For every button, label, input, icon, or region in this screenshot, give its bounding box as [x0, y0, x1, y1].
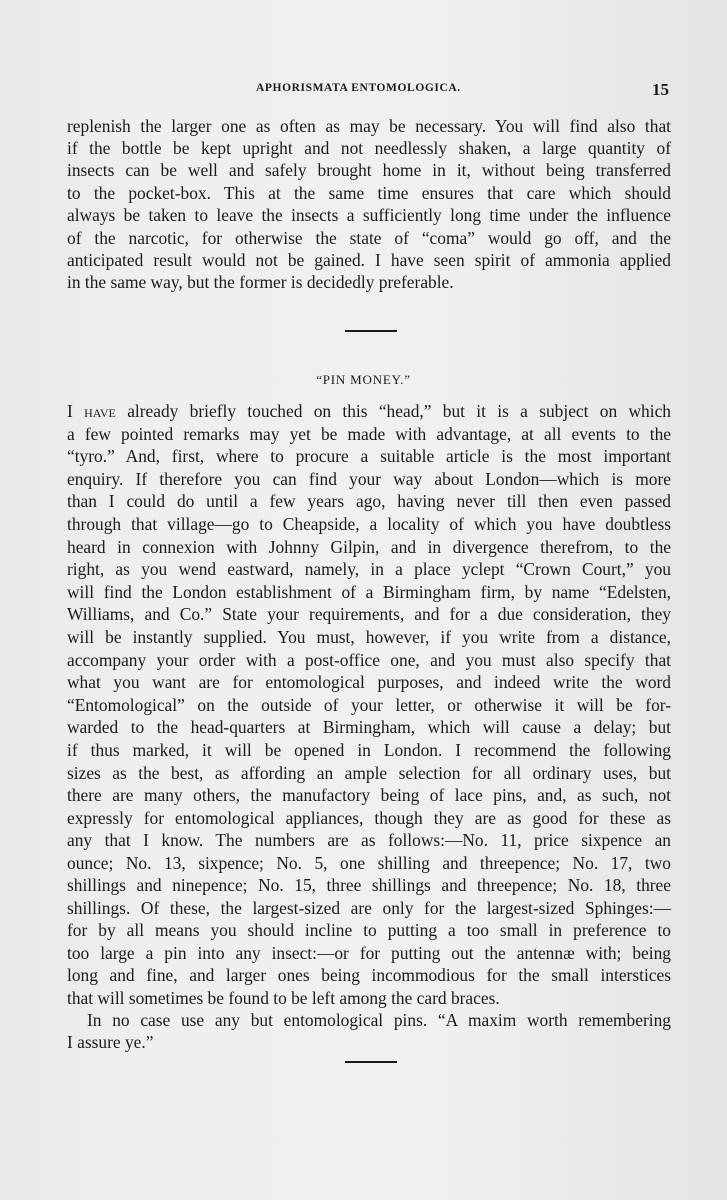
- text-line: Williams, and Co.” State your requirements, and for a due consideration, they: [67, 604, 671, 624]
- text-line: than I could do until a few years ago, having never till then even passed: [67, 491, 671, 511]
- text-line: will be instantly supplied. You must, however, if you write from a distance,: [67, 627, 671, 647]
- text-line: right, as you wend eastward, namely, in a place yclept “Crown Court,” you: [67, 559, 671, 579]
- text-line: always be taken to leave the insects a sufficiently long time under the influence: [67, 205, 671, 225]
- opening-smallcaps: have: [84, 401, 116, 421]
- text-line: insects can be well and safely brought home in it, without being transferred: [67, 160, 671, 180]
- text-line: sizes as the best, as affording an ample selection for all ordinary uses, but: [67, 763, 671, 783]
- text-line: of the narcotic, for otherwise the state of “coma” would go off, and the: [67, 228, 671, 248]
- text-line: what you want are for entomological purposes, and indeed write the word: [67, 672, 671, 692]
- text-line: expressly for entomological appliances, though they are as good for these as: [67, 808, 671, 828]
- text-line: anticipated result would not be gained. I have seen spirit of ammonia applied: [67, 250, 671, 270]
- text-line: heard in connexion with Johnny Gilpin, and in divergence therefrom, to the: [67, 537, 671, 557]
- text-line: ounce; No. 13, sixpence; No. 5, one shilling and threepence; No. 17, two: [67, 853, 671, 873]
- text-line: enquiry. If therefore you can find your way about London—which is more: [67, 469, 671, 489]
- text-line: shillings. Of these, the largest-sized are only for the largest-sized Sphinges:—: [67, 898, 671, 918]
- text-line-first: [67, 400, 671, 422]
- text-line: will find the London establishment of a Birmingham firm, by name “Edelsten,: [67, 582, 671, 602]
- text-line: In no case use any but entomological pins. “A maxim worth remembering: [87, 1010, 671, 1030]
- end-divider-rule: [345, 1061, 397, 1063]
- text-line: if the bottle be kept upright and not needlessly shaken, a large quantity of: [67, 138, 671, 158]
- text-line: for by all means you should incline to putting a too small in preference to: [67, 920, 671, 940]
- text-line: if thus marked, it will be opened in London. I recommend the following: [67, 740, 671, 760]
- text-line: long and fine, and larger ones being incommodious for the small interstices: [67, 965, 671, 985]
- text-line: through that village—go to Cheapside, a locality of which you have doubtless: [67, 514, 671, 534]
- page-number: 15: [652, 80, 669, 99]
- opening-rest: already briefly touched on this “head,” but it is a subject on which: [115, 401, 671, 421]
- text-line: “Entomological” on the outside of your letter, or otherwise it will be for-: [67, 695, 671, 715]
- text-line: to the pocket-box. This at the same time ensures that care which should: [67, 183, 671, 203]
- section-divider-rule: [345, 330, 397, 332]
- text-line: there are many others, the manufactory being of lace pins, and, as such, not: [67, 785, 671, 805]
- text-line: I assure ye.”: [67, 1032, 154, 1052]
- text-line: any that I know. The numbers are as follows:—No. 11, price sixpence an: [67, 830, 671, 850]
- running-title: APHORISMATA ENTOMOLOGICA.: [256, 82, 461, 94]
- text-line: accompany your order with a post-office one, and you must also specify that: [67, 650, 671, 670]
- opening-word: I: [67, 401, 73, 421]
- section-heading: “PIN MONEY.”: [316, 372, 411, 387]
- running-head: [0, 80, 727, 100]
- text-line: replenish the larger one as often as may be necessary. You will find also that: [67, 116, 671, 136]
- text-line: “tyro.” And, first, where to procure a suitable article is the most important: [67, 446, 671, 466]
- text-line: warded to the head-quarters at Birmingham, which will cause a delay; but: [67, 717, 671, 737]
- text-line: that will sometimes be found to be left among the card braces.: [67, 988, 500, 1008]
- text-line: shillings and ninepence; No. 15, three shillings and threepence; No. 18, three: [67, 875, 671, 895]
- text-line: too large a pin into any insect:—or for putting out the antennæ with; being: [67, 943, 671, 963]
- text-line: in the same way, but the former is decidedly preferable.: [67, 272, 454, 292]
- text-line: a few pointed remarks may yet be made with advantage, at all events to the: [67, 424, 671, 444]
